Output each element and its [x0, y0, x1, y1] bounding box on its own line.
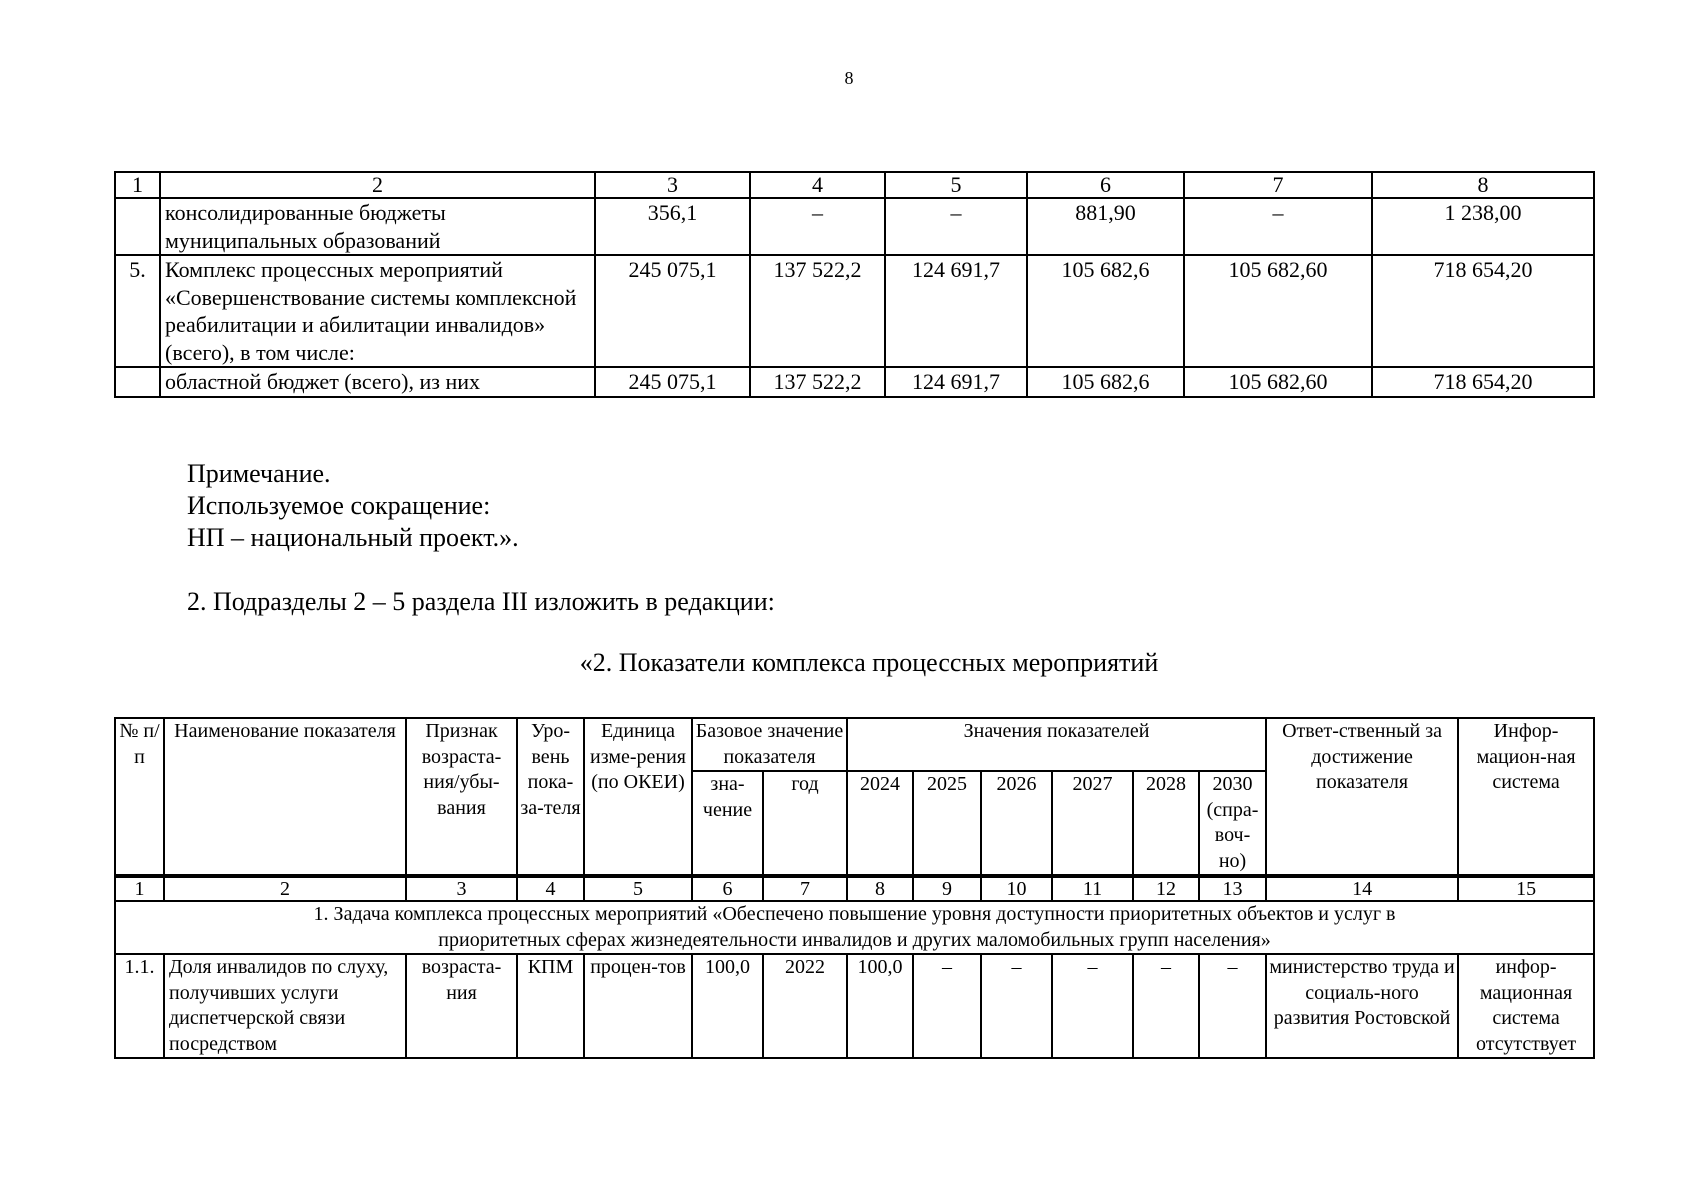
header-responsible: Ответ-ственный за достижение показателя: [1266, 718, 1458, 876]
value-cell: –: [885, 198, 1027, 255]
header-cell: 1: [115, 172, 160, 198]
base-value: 100,0: [692, 954, 763, 1058]
row-name: консолидированные бюджеты муниципальных образований: [160, 198, 595, 255]
value-cell: –: [750, 198, 885, 255]
column-number: 2: [164, 876, 406, 901]
header-info-system: Инфор-мацион-ная система: [1458, 718, 1594, 876]
paragraph-instruction: 2. Подразделы 2 – 5 раздела III изложить в редакции:: [187, 587, 775, 616]
value-cell: 124 691,7: [885, 367, 1027, 397]
value-cell: 245 075,1: [595, 367, 750, 397]
column-number: 6: [692, 876, 763, 901]
indicators-table: [114, 717, 1595, 1059]
value-cell: 105 682,60: [1184, 255, 1372, 367]
column-number: 7: [763, 876, 847, 901]
column-number: 4: [517, 876, 584, 901]
value-cell: 105 682,6: [1027, 367, 1184, 397]
header-year: 2027: [1052, 771, 1133, 876]
header-base: Базовое значение показателя: [692, 718, 847, 771]
section-heading: «2. Показатели комплекса процессных мероприятий: [579, 648, 1159, 677]
year-value: –: [913, 954, 981, 1058]
value-cell: 105 682,6: [1027, 255, 1184, 367]
year-value: –: [1052, 954, 1133, 1058]
column-number: 8: [847, 876, 913, 901]
column-number: 13: [1199, 876, 1266, 901]
header-cell: 7: [1184, 172, 1372, 198]
value-cell: 245 075,1: [595, 255, 750, 367]
note-abbreviation-label: Используемое сокращение:: [187, 491, 491, 520]
column-number-row: [115, 876, 1594, 901]
row-number: [115, 198, 160, 255]
header-row: [115, 718, 1594, 771]
column-number: 10: [981, 876, 1052, 901]
value-cell: 124 691,7: [885, 255, 1027, 367]
header-cell: 3: [595, 172, 750, 198]
year-value: –: [981, 954, 1052, 1058]
year-value: –: [1133, 954, 1199, 1058]
year-value: 100,0: [847, 954, 913, 1058]
indicator-name: Доля инвалидов по слуху, получивших услуги диспетчерской связи посредством: [164, 954, 406, 1058]
value-cell: –: [1184, 198, 1372, 255]
budget-table-header-row: [115, 172, 1594, 198]
value-cell: 718 654,20: [1372, 255, 1594, 367]
note-title: Примечание.: [187, 459, 331, 488]
task-description: 1. Задача комплекса процессных мероприятий «Обеспечено повышение уровня доступности приоритетных объектов и услуг в приоритетных сферах жизнедеятельности инвалидов и других маломобильных групп населения»: [115, 901, 1594, 954]
row-number: [115, 367, 160, 397]
responsible: министерство труда и социаль-ного развития Ростовской: [1266, 954, 1458, 1058]
header-year: 2030 (спра-воч-но): [1199, 771, 1266, 876]
value-cell: 105 682,60: [1184, 367, 1372, 397]
column-number: 14: [1266, 876, 1458, 901]
note-block: [187, 458, 519, 554]
year-value: –: [1199, 954, 1266, 1058]
row-name: Комплекс процессных мероприятий «Совершенствование системы комплексной реабилитации и абилитации инвалидов» (всего), в том числе:: [160, 255, 595, 367]
header-year: 2028: [1133, 771, 1199, 876]
column-number: 9: [913, 876, 981, 901]
header-base-year: год: [763, 771, 847, 876]
header-level: Уро-вень пока-за-теля: [517, 718, 584, 876]
table-row: [115, 367, 1594, 397]
value-cell: 356,1: [595, 198, 750, 255]
header-unit: Единица изме-рения (по ОКЕИ): [584, 718, 692, 876]
header-name: Наименование показателя: [164, 718, 406, 876]
value-cell: 881,90: [1027, 198, 1184, 255]
header-cell: 6: [1027, 172, 1184, 198]
value-cell: 718 654,20: [1372, 367, 1594, 397]
row-number: 1.1.: [115, 954, 164, 1058]
column-number: 3: [406, 876, 517, 901]
header-no: № п/п: [115, 718, 164, 876]
value-cell: 1 238,00: [1372, 198, 1594, 255]
note-abbreviation: НП – национальный проект.».: [187, 523, 519, 552]
column-number: 5: [584, 876, 692, 901]
table-row: [115, 954, 1594, 1058]
header-cell: 4: [750, 172, 885, 198]
header-base-value: зна-чение: [692, 771, 763, 876]
base-year: 2022: [763, 954, 847, 1058]
header-year: 2024: [847, 771, 913, 876]
column-number: 15: [1458, 876, 1594, 901]
header-cell: 5: [885, 172, 1027, 198]
page-number: 8: [844, 68, 854, 88]
task-row: [115, 901, 1594, 954]
table-row: [115, 198, 1594, 255]
table-row: [115, 255, 1594, 367]
row-name: областной бюджет (всего), из них: [160, 367, 595, 397]
value-cell: 137 522,2: [750, 255, 885, 367]
column-number: 1: [115, 876, 164, 901]
indicator-sign: возраста-ния: [406, 954, 517, 1058]
header-cell: 2: [160, 172, 595, 198]
row-number: 5.: [115, 255, 160, 367]
indicator-unit: процен-тов: [584, 954, 692, 1058]
header-year: 2025: [913, 771, 981, 876]
info-system: инфор-мационная система отсутствует: [1458, 954, 1594, 1058]
header-year: 2026: [981, 771, 1052, 876]
value-cell: 137 522,2: [750, 367, 885, 397]
header-values: Значения показателей: [847, 718, 1266, 771]
budget-table: [114, 171, 1595, 398]
header-cell: 8: [1372, 172, 1594, 198]
column-number: 11: [1052, 876, 1133, 901]
column-number: 12: [1133, 876, 1199, 901]
header-sign: Признак возраста-ния/убы-вания: [406, 718, 517, 876]
indicator-level: КПМ: [517, 954, 584, 1058]
